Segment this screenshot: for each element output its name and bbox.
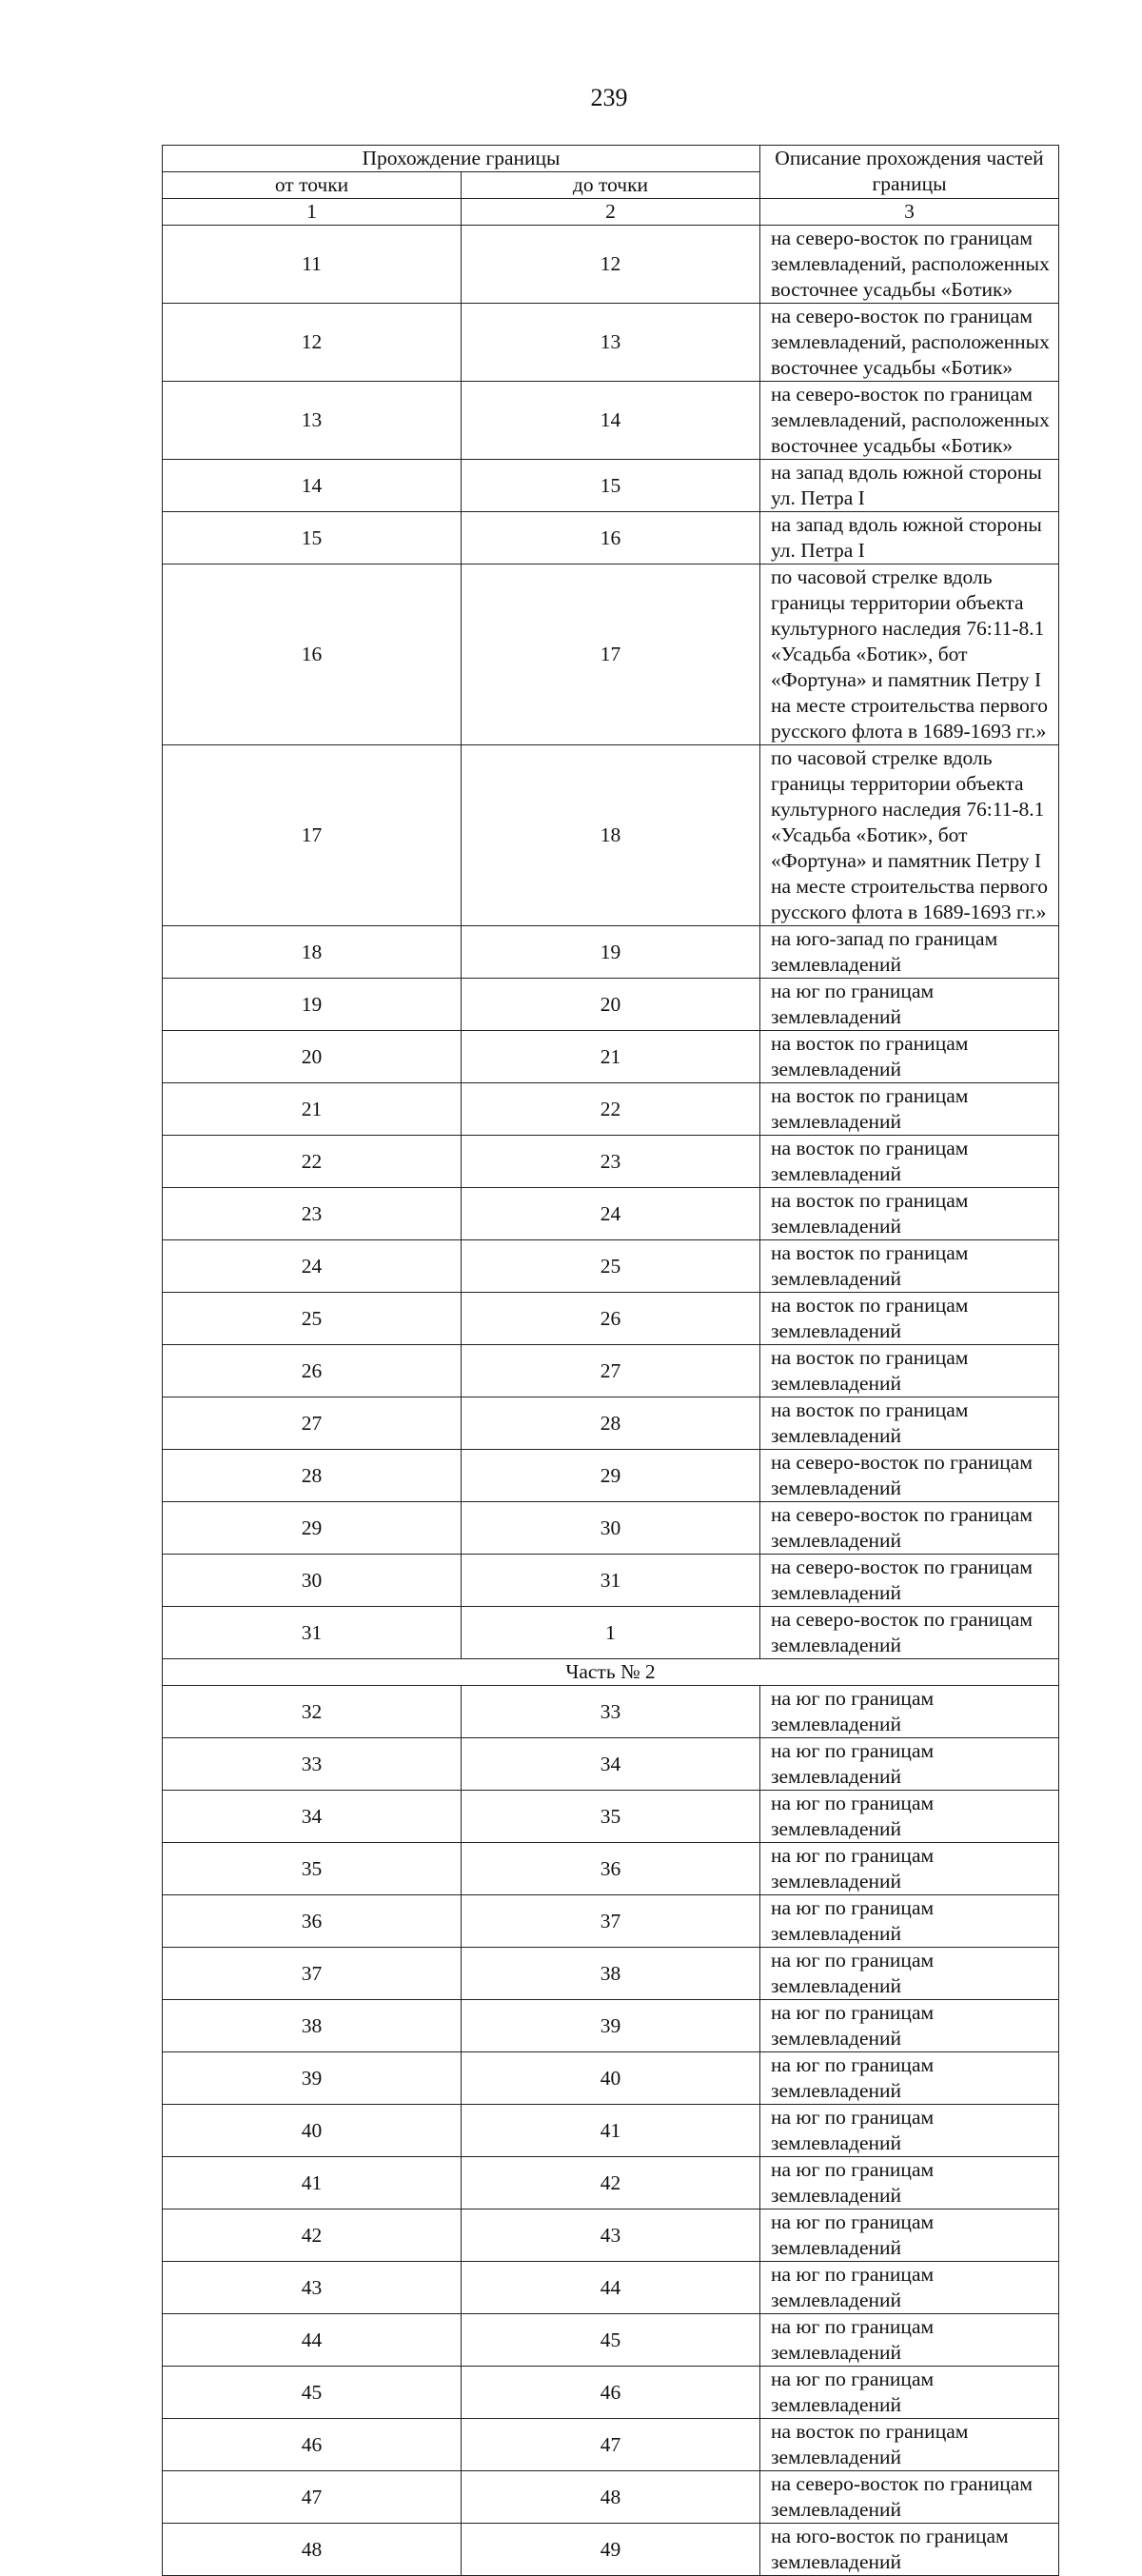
from-point-cell: 39 — [163, 2052, 462, 2105]
to-point-cell: 28 — [462, 1397, 760, 1450]
to-point-cell: 16 — [462, 512, 760, 565]
to-point-cell: 24 — [462, 1188, 760, 1240]
from-point-cell: 20 — [163, 1031, 462, 1083]
header-row-3 — [163, 199, 1059, 226]
to-point-cell: 43 — [462, 2209, 760, 2262]
from-point-cell: 28 — [163, 1450, 462, 1502]
table-row — [163, 2209, 1059, 2262]
header-row-1 — [163, 146, 1059, 172]
from-point-cell: 33 — [163, 1738, 462, 1791]
description-cell: на юг по границам землевладений — [760, 1738, 1059, 1791]
to-point-cell: 49 — [462, 2524, 760, 2576]
from-point-cell: 43 — [163, 2262, 462, 2314]
to-point-cell: 17 — [462, 565, 760, 745]
to-point-cell: 30 — [462, 1502, 760, 1555]
to-point-cell: 29 — [462, 1450, 760, 1502]
to-point-cell: 25 — [462, 1240, 760, 1293]
to-point-cell: 35 — [462, 1791, 760, 1843]
from-point-cell: 34 — [163, 1791, 462, 1843]
table-row — [163, 1450, 1059, 1502]
to-point-cell: 40 — [462, 2052, 760, 2105]
description-cell: по часовой стрелке вдоль границы территории объекта культурного наследия 76:11-8.1 «Усадьба «Ботик», бот «Фортуна» и памятник Петру I на месте строительства первого русского флота в 1689-1693 гг.» — [760, 565, 1059, 745]
description-cell: на северо-восток по границам землевладений, расположенных восточнее усадьбы «Ботик» — [760, 382, 1059, 460]
from-point-cell: 41 — [163, 2157, 462, 2209]
to-point-cell: 26 — [462, 1293, 760, 1345]
from-point-cell: 44 — [163, 2314, 462, 2367]
to-point-cell: 15 — [462, 460, 760, 512]
from-point-cell: 27 — [163, 1397, 462, 1450]
table-row — [163, 926, 1059, 979]
description-cell: на запад вдоль южной стороны ул. Петра I — [760, 460, 1059, 512]
from-point-cell: 13 — [163, 382, 462, 460]
from-point-cell: 47 — [163, 2471, 462, 2524]
description-cell: на юг по границам землевладений — [760, 2209, 1059, 2262]
to-point-cell: 31 — [462, 1555, 760, 1607]
description-cell: на юг по границам землевладений — [760, 979, 1059, 1031]
table-row — [163, 565, 1059, 745]
description-cell: на северо-восток по границам землевладений — [760, 1607, 1059, 1659]
header-to-point: до точки — [462, 172, 760, 199]
description-cell: на восток по границам землевладений — [760, 2419, 1059, 2471]
from-point-cell: 45 — [163, 2367, 462, 2419]
description-cell: на восток по границам землевладений — [760, 1188, 1059, 1240]
header-col-number-2: 2 — [462, 199, 760, 226]
from-point-cell: 46 — [163, 2419, 462, 2471]
boundary-table-body — [163, 146, 1059, 2576]
table-row — [163, 2524, 1059, 2576]
table-row — [163, 1240, 1059, 1293]
from-point-cell: 48 — [163, 2524, 462, 2576]
from-point-cell: 38 — [163, 2000, 462, 2052]
to-point-cell: 37 — [462, 1895, 760, 1948]
description-cell: на юг по границам землевладений — [760, 2367, 1059, 2419]
from-point-cell: 24 — [163, 1240, 462, 1293]
table-row — [163, 2262, 1059, 2314]
from-point-cell: 12 — [163, 304, 462, 382]
to-point-cell: 13 — [462, 304, 760, 382]
table-row — [163, 460, 1059, 512]
description-cell: на восток по границам землевладений — [760, 1240, 1059, 1293]
table-row — [163, 1188, 1059, 1240]
to-point-cell: 38 — [462, 1948, 760, 2000]
from-point-cell: 23 — [163, 1188, 462, 1240]
table-row — [163, 745, 1059, 926]
from-point-cell: 32 — [163, 1686, 462, 1738]
from-point-cell: 29 — [163, 1502, 462, 1555]
table-row — [163, 1136, 1059, 1188]
to-point-cell: 42 — [462, 2157, 760, 2209]
from-point-cell: 30 — [163, 1555, 462, 1607]
to-point-cell: 33 — [462, 1686, 760, 1738]
description-cell: на юг по границам землевладений — [760, 1686, 1059, 1738]
table-row — [163, 1948, 1059, 2000]
description-cell: на юг по границам землевладений — [760, 2314, 1059, 2367]
table-row — [163, 512, 1059, 565]
boundary-table — [162, 145, 1059, 2576]
table-row — [163, 382, 1059, 460]
from-point-cell: 19 — [163, 979, 462, 1031]
description-cell: на юг по границам землевладений — [760, 1843, 1059, 1895]
table-row — [163, 2314, 1059, 2367]
table-row — [163, 1686, 1059, 1738]
to-point-cell: 36 — [462, 1843, 760, 1895]
from-point-cell: 42 — [163, 2209, 462, 2262]
header-passage: Прохождение границы — [163, 146, 760, 172]
description-cell: на юг по границам землевладений — [760, 1791, 1059, 1843]
header-col-number-3: 3 — [760, 199, 1059, 226]
description-cell: на юго-восток по границам землевладений — [760, 2524, 1059, 2576]
table-row — [163, 304, 1059, 382]
table-row — [163, 1502, 1059, 1555]
description-cell: на юг по границам землевладений — [760, 2157, 1059, 2209]
description-cell: на северо-восток по границам землевладений — [760, 1450, 1059, 1502]
table-row — [163, 1607, 1059, 1659]
description-cell: на северо-восток по границам землевладений, расположенных восточнее усадьбы «Ботик» — [760, 226, 1059, 304]
table-row — [163, 2419, 1059, 2471]
description-cell: на восток по границам землевладений — [760, 1031, 1059, 1083]
description-cell: на юг по границам землевладений — [760, 2052, 1059, 2105]
table-row — [163, 1843, 1059, 1895]
table-row — [163, 2367, 1059, 2419]
to-point-cell: 47 — [462, 2419, 760, 2471]
from-point-cell: 15 — [163, 512, 462, 565]
to-point-cell: 23 — [462, 1136, 760, 1188]
from-point-cell: 16 — [163, 565, 462, 745]
table-row — [163, 1345, 1059, 1397]
table-row — [163, 1397, 1059, 1450]
description-cell: на восток по границам землевладений — [760, 1136, 1059, 1188]
from-point-cell: 25 — [163, 1293, 462, 1345]
description-cell: на юг по границам землевладений — [760, 2000, 1059, 2052]
description-cell: на восток по границам землевладений — [760, 1345, 1059, 1397]
from-point-cell: 37 — [163, 1948, 462, 2000]
to-point-cell: 34 — [462, 1738, 760, 1791]
to-point-cell: 12 — [462, 226, 760, 304]
to-point-cell: 46 — [462, 2367, 760, 2419]
table-row — [163, 1083, 1059, 1136]
description-cell: на северо-восток по границам землевладений, расположенных восточнее усадьбы «Ботик» — [760, 304, 1059, 382]
description-cell: на восток по границам землевладений — [760, 1293, 1059, 1345]
from-point-cell: 36 — [163, 1895, 462, 1948]
from-point-cell: 31 — [163, 1607, 462, 1659]
description-cell: на восток по границам землевладений — [760, 1397, 1059, 1450]
table-row — [163, 1555, 1059, 1607]
description-cell: на северо-восток по границам землевладений — [760, 1555, 1059, 1607]
table-row — [163, 2000, 1059, 2052]
to-point-cell: 27 — [462, 1345, 760, 1397]
description-cell: на запад вдоль южной стороны ул. Петра I — [760, 512, 1059, 565]
from-point-cell: 40 — [163, 2105, 462, 2157]
table-row — [163, 1738, 1059, 1791]
from-point-cell: 17 — [163, 745, 462, 926]
to-point-cell: 18 — [462, 745, 760, 926]
header-description: Описание прохождения частей границы — [760, 146, 1059, 199]
from-point-cell: 14 — [163, 460, 462, 512]
description-cell: на юг по границам землевладений — [760, 1895, 1059, 1948]
description-cell: на юго-запад по границам землевладений — [760, 926, 1059, 979]
section-title: Часть № 2 — [163, 1659, 1059, 1686]
to-point-cell: 44 — [462, 2262, 760, 2314]
to-point-cell: 20 — [462, 979, 760, 1031]
table-row — [163, 1895, 1059, 1948]
description-cell: на северо-восток по границам землевладений — [760, 2471, 1059, 2524]
table-row — [163, 2157, 1059, 2209]
to-point-cell: 19 — [462, 926, 760, 979]
page-number: 239 — [590, 84, 628, 111]
to-point-cell: 21 — [462, 1031, 760, 1083]
to-point-cell: 14 — [462, 382, 760, 460]
from-point-cell: 35 — [163, 1843, 462, 1895]
table-row — [163, 2471, 1059, 2524]
description-cell: на юг по границам землевладений — [760, 2105, 1059, 2157]
to-point-cell: 45 — [462, 2314, 760, 2367]
description-cell: на восток по границам землевладений — [760, 1083, 1059, 1136]
from-point-cell: 26 — [163, 1345, 462, 1397]
from-point-cell: 22 — [163, 1136, 462, 1188]
to-point-cell: 22 — [462, 1083, 760, 1136]
table-row — [163, 1791, 1059, 1843]
to-point-cell: 1 — [462, 1607, 760, 1659]
to-point-cell: 39 — [462, 2000, 760, 2052]
section-row — [163, 1659, 1059, 1686]
from-point-cell: 11 — [163, 226, 462, 304]
table-row — [163, 2105, 1059, 2157]
header-col-number-1: 1 — [163, 199, 462, 226]
description-cell: на северо-восток по границам землевладений — [760, 1502, 1059, 1555]
description-cell: на юг по границам землевладений — [760, 2262, 1059, 2314]
description-cell: по часовой стрелке вдоль границы территории объекта культурного наследия 76:11-8.1 «Усадьба «Ботик», бот «Фортуна» и памятник Петру I на месте строительства первого русского флота в 1689-1693 гг.» — [760, 745, 1059, 926]
table-row — [163, 979, 1059, 1031]
table-row — [163, 1293, 1059, 1345]
description-cell: на юг по границам землевладений — [760, 1948, 1059, 2000]
to-point-cell: 41 — [462, 2105, 760, 2157]
table-row — [163, 1031, 1059, 1083]
to-point-cell: 48 — [462, 2471, 760, 2524]
from-point-cell: 21 — [163, 1083, 462, 1136]
from-point-cell: 18 — [163, 926, 462, 979]
header-from-point: от точки — [163, 172, 462, 199]
table-row — [163, 226, 1059, 304]
table-row — [163, 2052, 1059, 2105]
